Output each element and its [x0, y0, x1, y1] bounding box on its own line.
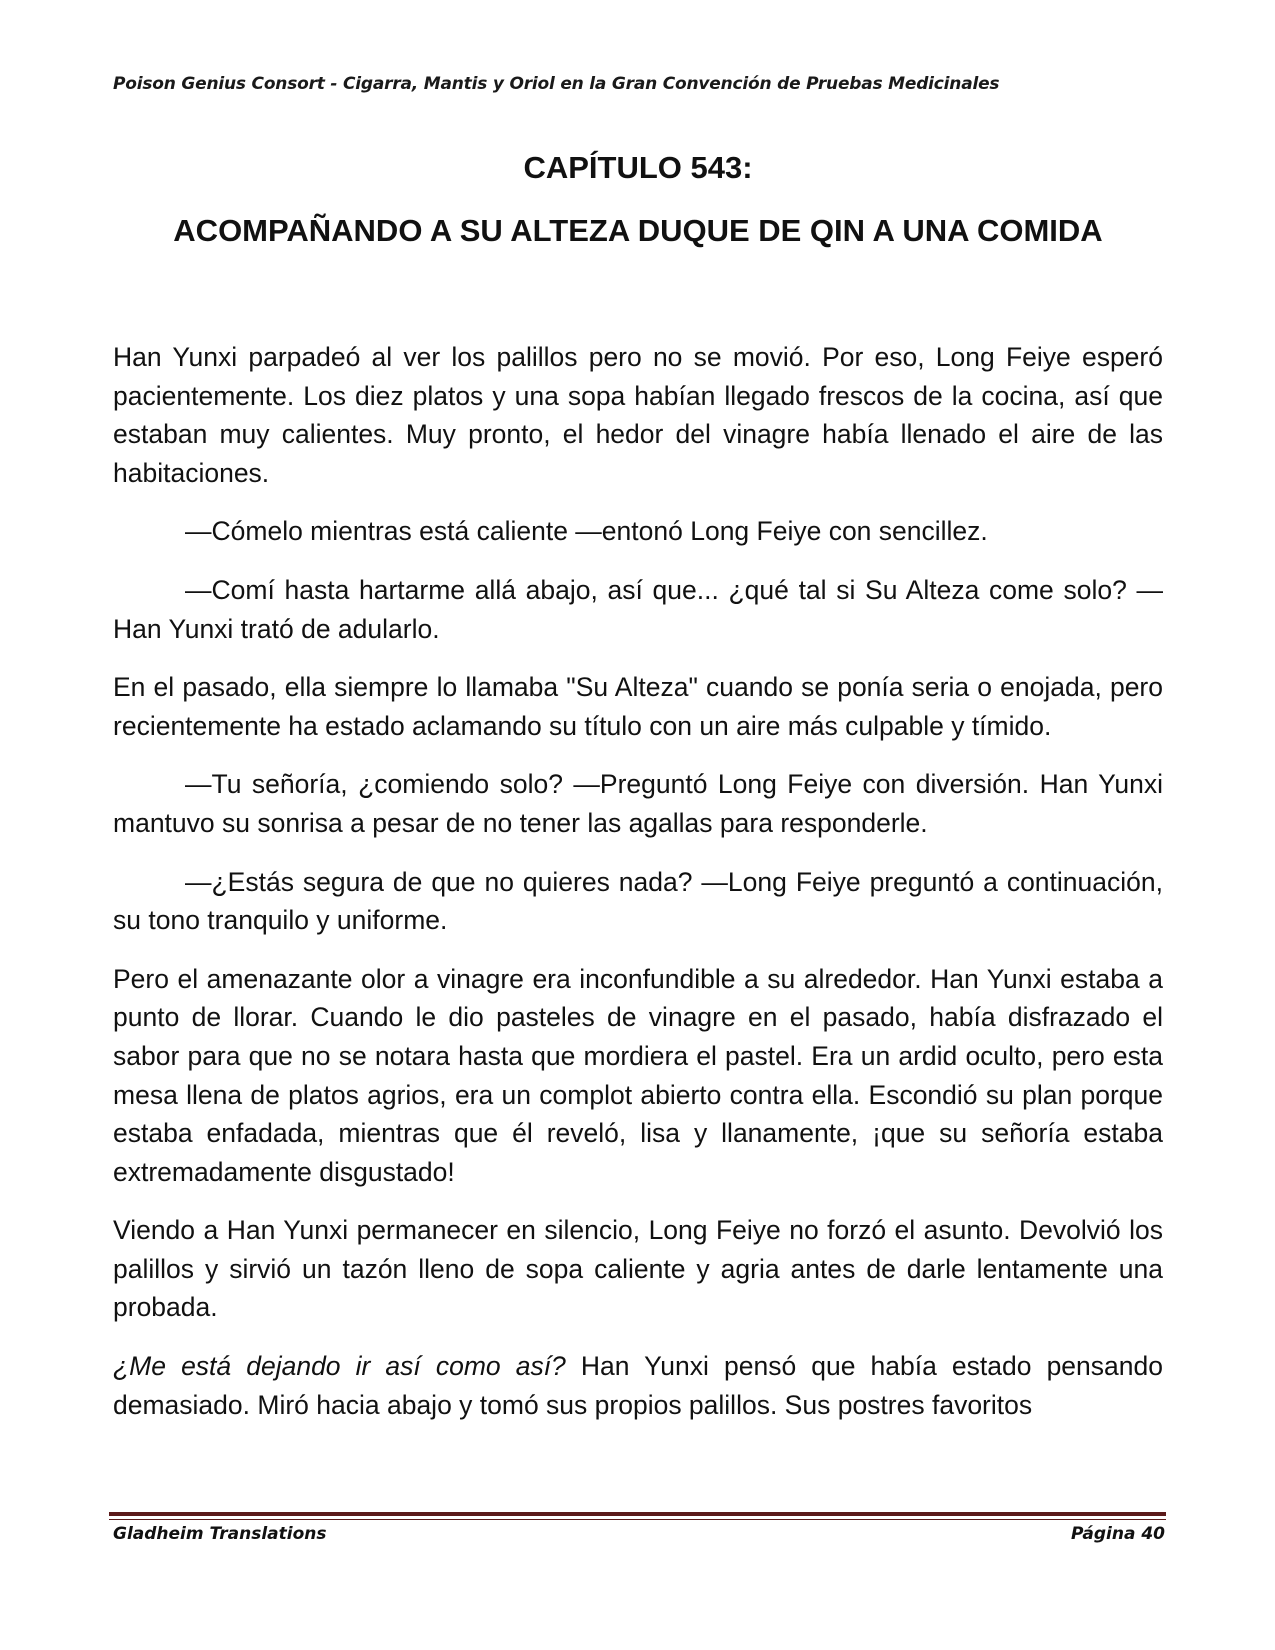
paragraph-continuation: Han Yunxi pensó que había estado pensando demasiado. Miró hacia abajo y tomó sus propios palillos. Sus postres favoritos: [113, 1351, 1163, 1420]
page-number: Página 40: [1071, 1524, 1165, 1544]
dialog-paragraph: —¿Estás segura de que no quieres nada? —Long Feiye preguntó a continuación, su tono tranquilo y uniforme.: [113, 866, 1163, 936]
chapter-number: CAPÍTULO 543:: [523, 150, 753, 185]
footer-translator: Gladheim Translations: [113, 1524, 327, 1544]
paragraph: En el pasado, ella siempre lo llamaba "Su Alteza" cuando se ponía seria o enojada, pero recientemente ha estado aclamando su título con un aire más culpable y tímido.: [113, 672, 1163, 741]
dialog-paragraph: —Tu señoría, ¿comiendo solo? —Preguntó Long Feiye con diversión. Han Yunxi mantuvo su sonrisa a pesar de no tener las agallas para responderle.: [113, 769, 1163, 838]
paragraph-with-thought: [113, 1347, 1163, 1424]
running-header: Poison Genius Consort - Cigarra, Mantis y Oriol en la Gran Convención de Pruebas Medicinales: [113, 74, 1000, 94]
footer-rule-thin: [109, 1519, 1166, 1520]
inner-thought: ¿Me está dejando ir así como así?: [113, 1351, 566, 1382]
dialog-paragraph: —Cómelo mientras está caliente —entonó Long Feiye con sencillez.: [185, 516, 988, 547]
paragraph: Pero el amenazante olor a vinagre era inconfundible a su alrededor. Han Yunxi estaba a punto de llorar. Cuando le dio pasteles de vinagre en el pasado, había disfrazado el sabor para que no se notara hasta que mordiera el pastel. Era un ardid oculto, pero esta mesa llena de platos agrios, era un complot abierto contra ella. Escondió su plan porque estaba enfadada, mientras que él reveló, lisa y llanamente, ¡que su señoría estaba extremadamente disgustado!: [113, 963, 1163, 1187]
paragraph: Viendo a Han Yunxi permanecer en silencio, Long Feiye no forzó el asunto. Devolvió los palillos y sirvió un tazón lleno de sopa caliente y agria antes de darle lentamente una probada.: [113, 1215, 1163, 1323]
paragraph: Han Yunxi parpadeó al ver los palillos pero no se movió. Por eso, Long Feiye esperó pacientemente. Los diez platos y una sopa habían llegado frescos de la cocina, así que estaban muy calientes. Muy pronto, el hedor del vinagre había llenado el aire de las habitaciones.: [113, 342, 1163, 488]
footer-rule: [109, 1512, 1166, 1516]
chapter-body: [113, 338, 1163, 1488]
dialog-paragraph: —Comí hasta hartarme allá abajo, así que... ¿qué tal si Su Alteza come solo? —Han Yunxi trató de adularlo.: [113, 574, 1163, 644]
chapter-title: ACOMPAÑANDO A SU ALTEZA DUQUE DE QIN A UNA COMIDA: [173, 213, 1103, 248]
